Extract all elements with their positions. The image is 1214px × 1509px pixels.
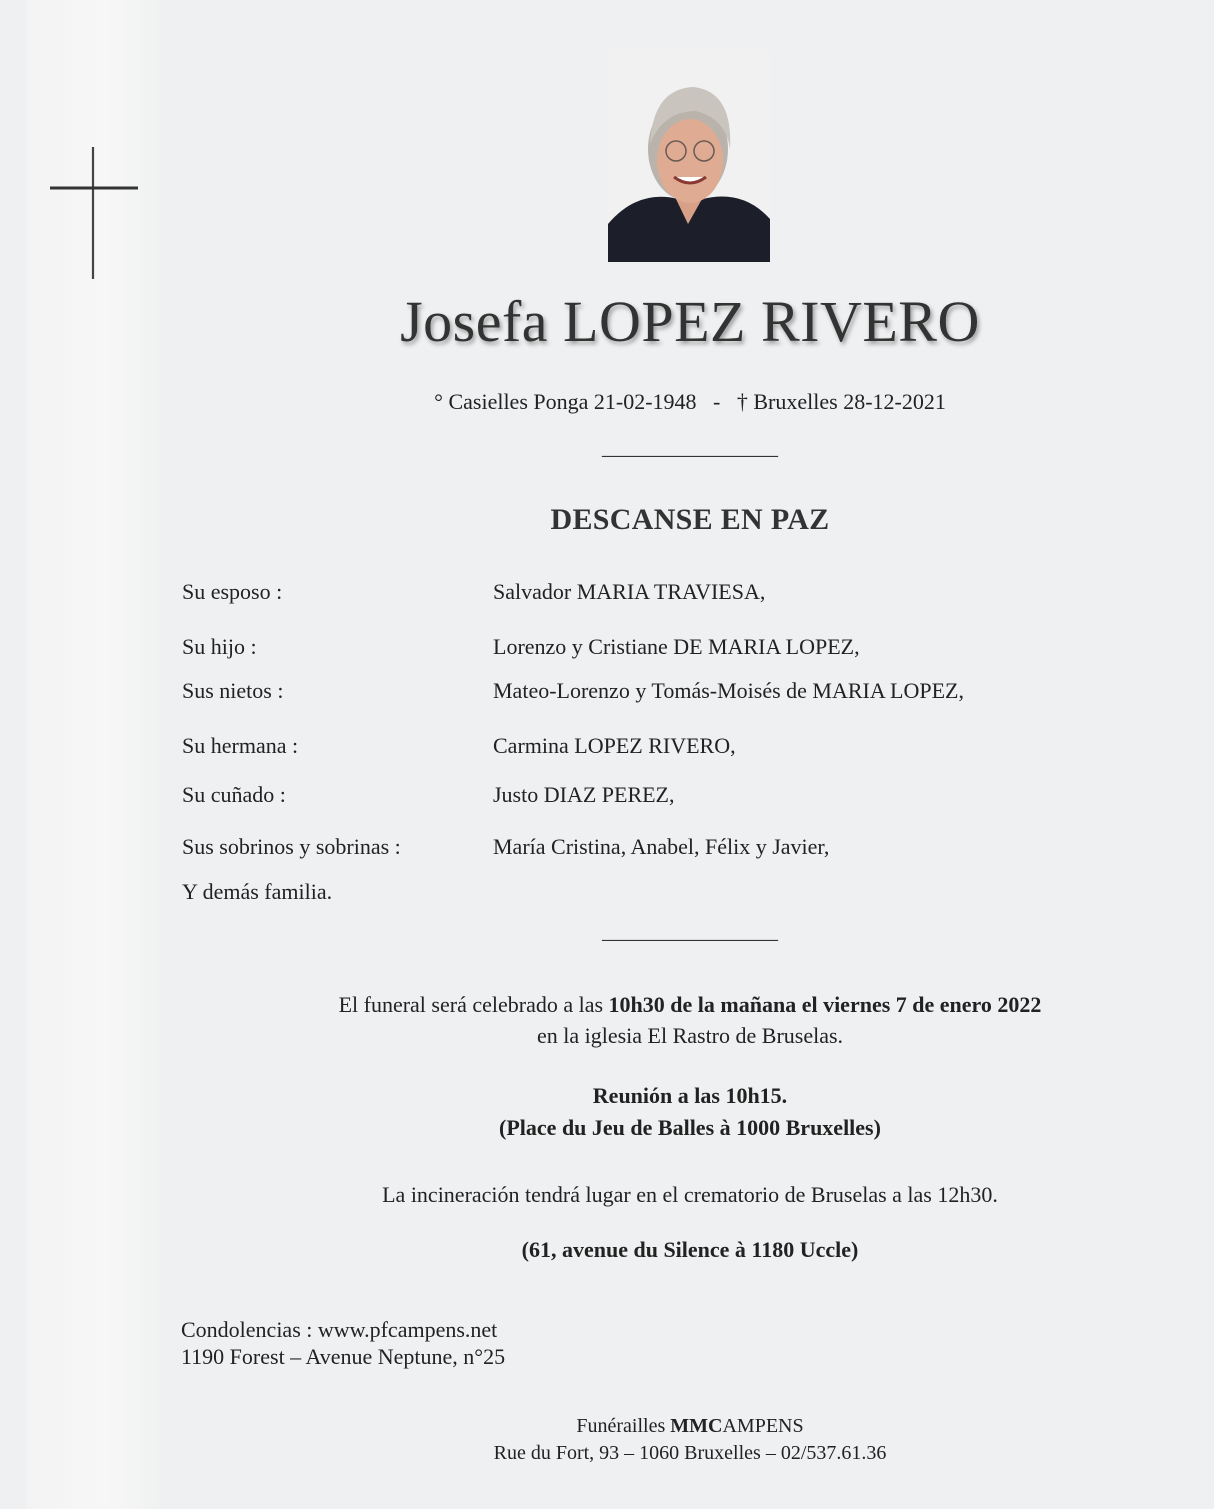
meeting-time: Reunión a las 10h15. [592, 1083, 788, 1108]
funeral-home-address: Rue du Fort, 93 – 1060 Bruxelles – 02/537.61.36 [493, 1442, 887, 1464]
divider-bottom: ________________ [602, 918, 778, 943]
family-names: Salvador MARIA TRAVIESA, [493, 579, 766, 604]
funeral-home-rest: AMPENS [722, 1415, 804, 1437]
family-other: Y demás familia. [182, 879, 333, 904]
family-label: Su esposo : [182, 579, 283, 604]
family-names: Mateo-Lorenzo y Tomás-Moisés de MARIA LOPEZ, [493, 678, 964, 703]
funeral-home-initial: C [708, 1415, 723, 1437]
deceased-name: Josefa LOPEZ RIVERO [400, 289, 980, 354]
date-separator: - [713, 389, 721, 414]
portrait-photo [608, 49, 770, 262]
death-info: † Bruxelles 28-12-2021 [736, 389, 946, 414]
life-dates [0, 389, 1214, 415]
condolences-line: Condolencias : www.pfcampens.net [181, 1317, 498, 1342]
funeral-where: en la iglesia El Rastro de Bruselas. [536, 1023, 844, 1048]
meeting-place: (Place du Jeu de Balles à 1000 Bruxelles) [499, 1115, 881, 1140]
funeral-home-name [0, 1415, 1214, 1438]
family-label: Su cuñado : [182, 782, 286, 807]
cross-icon [48, 145, 140, 281]
cremation-text: La incineración tendrá lugar en el crematorio de Bruselas a las 12h30. [382, 1182, 998, 1207]
family-label: Su hermana : [182, 733, 299, 758]
family-names: Justo DIAZ PEREZ, [493, 782, 675, 807]
funeral-home-mm: MM [670, 1415, 709, 1437]
family-label: Su hijo : [182, 634, 257, 659]
family-label: Sus sobrinos y sobrinas : [182, 834, 401, 859]
family-label: Sus nietos : [182, 678, 284, 703]
cremation-address: (61, avenue du Silence à 1180 Uccle) [521, 1237, 859, 1262]
family-names: Carmina LOPEZ RIVERO, [493, 733, 736, 758]
family-names: Lorenzo y Cristiane DE MARIA LOPEZ, [493, 634, 860, 659]
rip-heading: DESCANSE EN PAZ [550, 503, 830, 536]
funeral-intro: El funeral será celebrado a las [338, 992, 604, 1017]
forest-address: 1190 Forest – Avenue Neptune, n°25 [181, 1344, 506, 1369]
family-names: María Cristina, Anabel, Félix y Javier, [493, 834, 830, 859]
birth-info: ° Casielles Ponga 21-02-1948 [434, 389, 697, 414]
funeral-line [0, 992, 1214, 1018]
funeral-home-prefix: Funérailles [576, 1415, 666, 1437]
divider-top: ________________ [602, 434, 778, 459]
funeral-when: 10h30 de la mañana el viernes 7 de enero 2022 [608, 992, 1042, 1017]
